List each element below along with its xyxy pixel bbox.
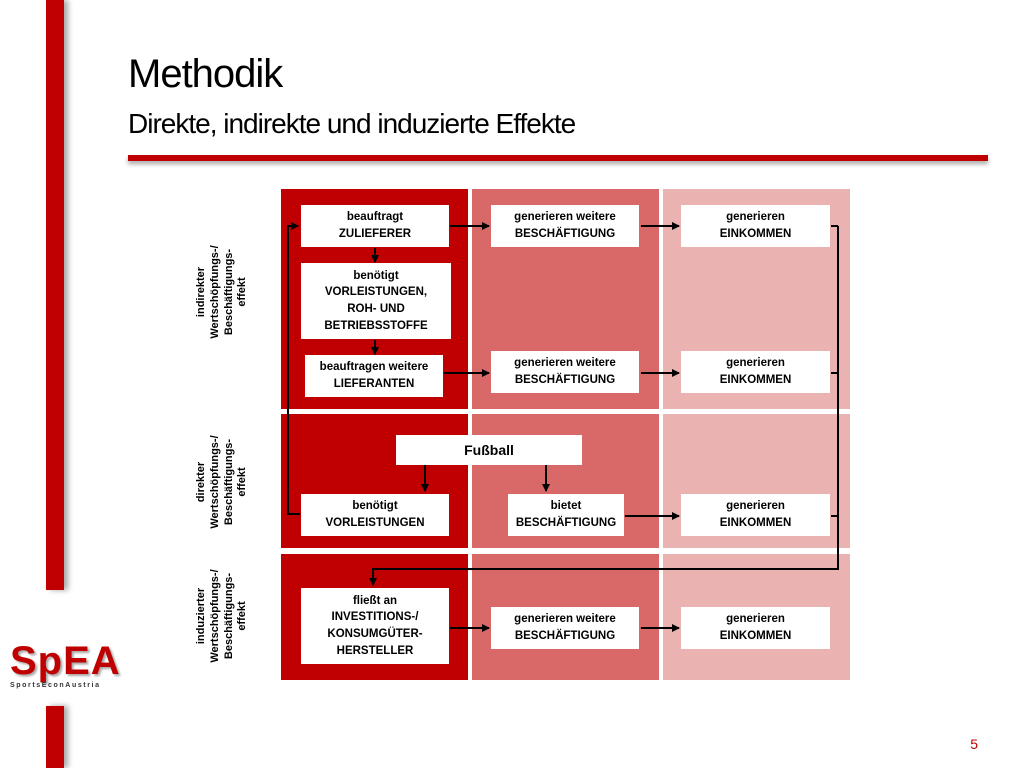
box-beauftragen-lieferanten [305, 355, 443, 397]
row-label-line: effekt [236, 277, 249, 307]
box-line: EINKOMMEN [719, 630, 792, 642]
box-line: EINKOMMEN [719, 374, 792, 386]
row-label-line: effekt [236, 467, 249, 497]
box-generieren-einkommen-1 [681, 205, 830, 247]
box-line: benötigt [353, 269, 399, 282]
box-line: beauftragt [346, 211, 404, 224]
box-line: ZULIEFERER [338, 228, 412, 240]
row-label-line: Beschäftigungs- [222, 572, 235, 660]
box-generieren-einkommen-3 [681, 494, 830, 536]
row-label-line: Beschäftigungs- [222, 438, 235, 526]
box-generieren-einkommen-4 [681, 607, 830, 649]
box-generieren-beschaeftigung-1 [491, 205, 639, 247]
box-line: generieren weitere [514, 613, 616, 626]
slide-subtitle: Direkte, indirekte und induzierte Effekte [128, 108, 576, 139]
box-generieren-einkommen-2 [681, 351, 830, 393]
box-benoetigt-vorleistungen-roh [301, 263, 451, 339]
row-label-line: effekt [236, 601, 249, 631]
box-line: bietet [550, 500, 582, 513]
row-label-line: Wertschöpfungs-/ [208, 245, 221, 339]
box-line: BESCHÄFTIGUNG [514, 374, 616, 386]
box-line: EINKOMMEN [719, 228, 792, 240]
box-line: benötigt [352, 500, 398, 513]
box-line: generieren weitere [514, 211, 616, 224]
box-line: INVESTITIONS-/ [331, 611, 419, 624]
box-beauftragt-zulieferer [301, 205, 449, 247]
box-line: beauftragen weitere [319, 361, 429, 374]
box-line: generieren [726, 613, 785, 626]
box-line: generieren [726, 500, 785, 513]
box-line: VORLEISTUNGEN, [324, 286, 428, 299]
row-label-line: indirekter [195, 266, 207, 318]
box-line: ROH- UND [347, 303, 405, 315]
row-label-line: Beschäftigungs- [222, 248, 235, 336]
box-fussball [396, 435, 582, 465]
box-line: BETRIEBSSTOFFE [324, 319, 428, 332]
box-line: generieren [726, 357, 785, 370]
box-line: fließt an [352, 594, 398, 607]
box-line: generieren weitere [514, 357, 616, 370]
box-line: VORLEISTUNGEN [325, 517, 425, 529]
logo-wordmark: SpEA [10, 639, 121, 683]
box-line: BESCHÄFTIGUNG [514, 228, 616, 240]
box-line: EINKOMMEN [719, 517, 792, 529]
box-line: BESCHÄFTIGUNG [514, 630, 616, 642]
slide-title: Methodik [128, 52, 283, 96]
box-bietet-beschaeftigung [508, 494, 624, 536]
spea-logo [10, 641, 120, 691]
box-line: KONSUMGÜTER- [327, 628, 423, 640]
box-line: HERSTELLER [336, 644, 414, 657]
row-label-line: Wertschöpfungs-/ [208, 435, 221, 529]
logo-tagline: SportsEconAustria [10, 682, 101, 689]
row-label-line: Wertschöpfungs-/ [208, 569, 221, 663]
row-label-line: direkter [195, 461, 207, 503]
box-line: LIEFERANTEN [333, 378, 415, 390]
box-line: generieren [726, 211, 785, 224]
box-fliesst-an-hersteller [301, 588, 449, 664]
box-line: Fußball [464, 441, 514, 458]
box-generieren-beschaeftigung-3 [491, 607, 639, 649]
row-label-line: induzierter [195, 587, 207, 645]
box-benoetigt-vorleistungen [301, 494, 449, 536]
arrow-direct-to-indirect-loop [288, 226, 300, 514]
box-generieren-beschaeftigung-2 [491, 351, 639, 393]
page-number: 5 [970, 736, 978, 752]
box-line: BESCHÄFTIGUNG [515, 517, 617, 529]
